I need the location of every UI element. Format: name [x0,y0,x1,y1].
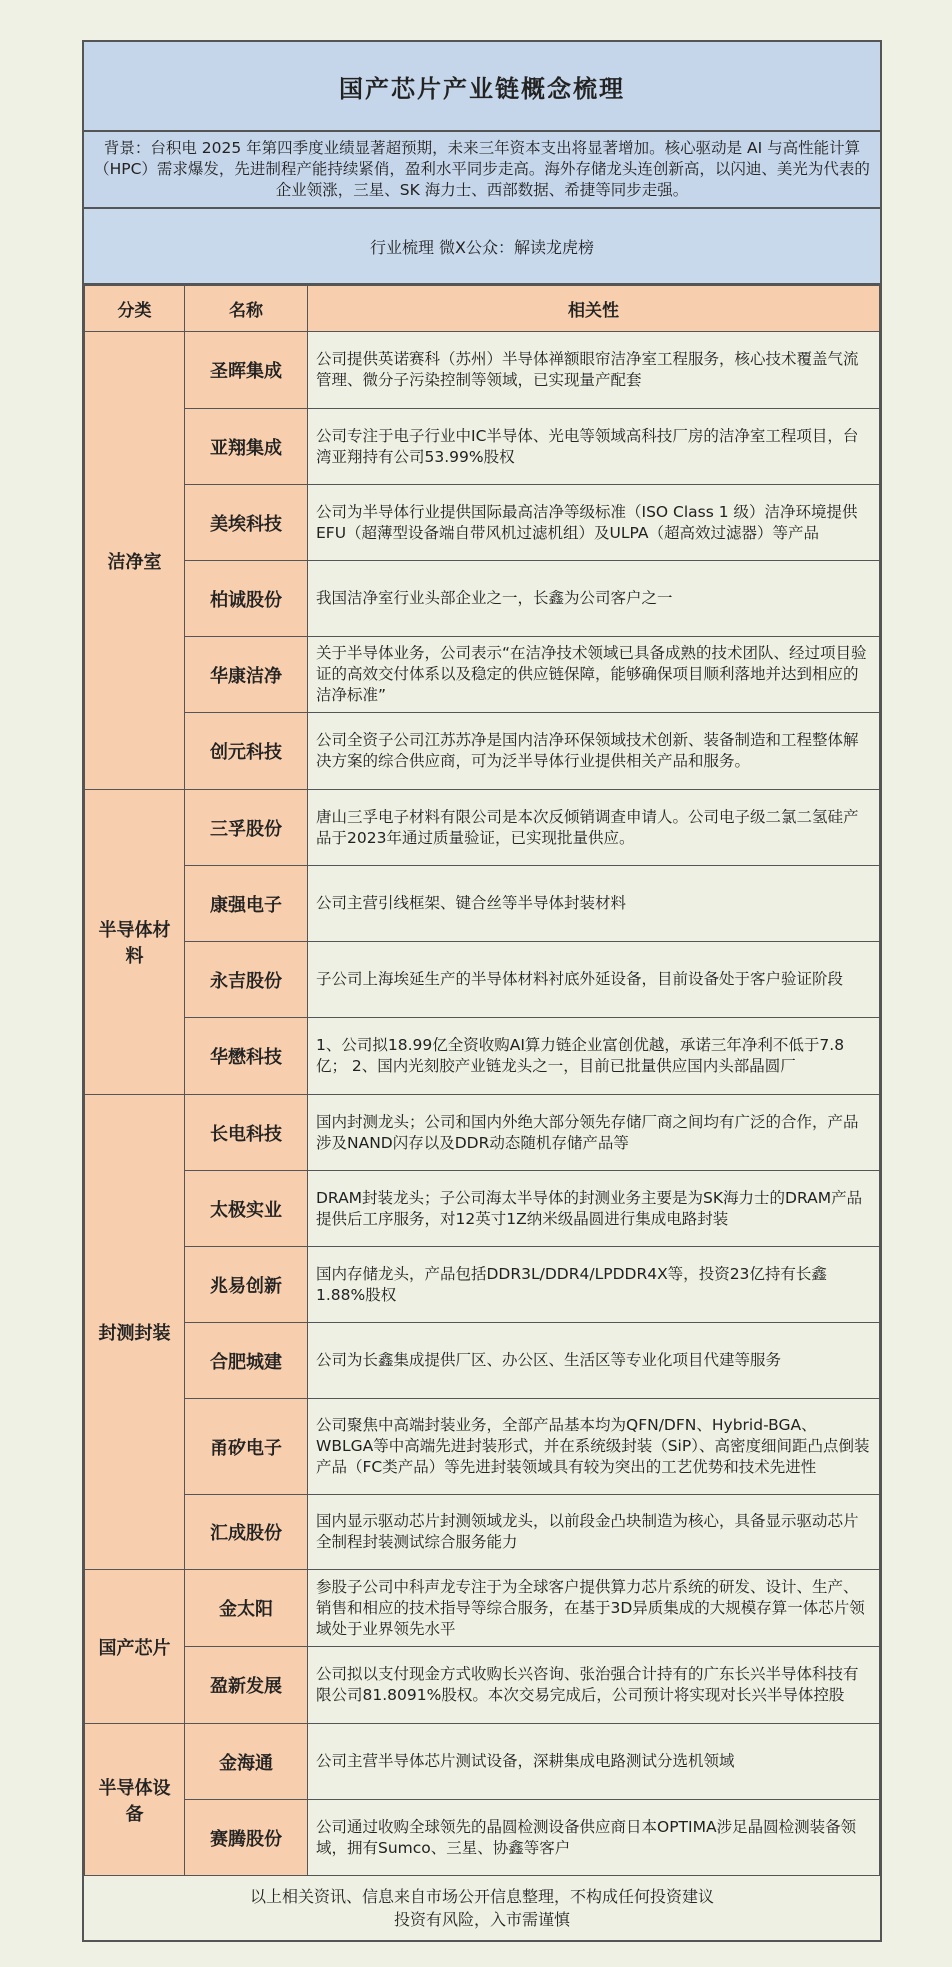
company-name: 华康洁净 [185,637,308,713]
company-name: 三孚股份 [185,790,308,866]
relevance-text: 公司主营半导体芯片测试设备，深耕集成电路测试分选机领域 [308,1724,880,1800]
company-name: 金太阳 [185,1570,308,1647]
relevance-text: 公司专注于电子行业中IC半导体、光电等领域高科技厂房的洁净室工程项目，台湾亚翔持有公司53.99%股权 [308,409,880,485]
table-row [85,1647,880,1724]
company-name: 康强电子 [185,866,308,942]
table-row [85,942,880,1018]
relevance-text: 公司为半导体行业提供国际最高洁净等级标准（ISO Class 1 级）洁净环境提供EFU（超薄型设备端自带风机过滤机组）及ULPA（超高效过滤器）等产品 [308,485,880,561]
company-name: 亚翔集成 [185,409,308,485]
table-body [85,332,880,1876]
relevance-text: 公司聚焦中高端封装业务，全部产品基本均为QFN/DFN、Hybrid-BGA、WBLGA等中高端先进封装形式，并在系统级封装（SiP）、高密度细间距凸点倒装产品（FC类产品）等先进封装领域具有较为突出的工艺优势和技术先进性 [308,1399,880,1495]
table-row [85,637,880,713]
company-name: 太极实业 [185,1171,308,1247]
relevance-text: DRAM封装龙头；子公司海太半导体的封测业务主要是为SK海力士的DRAM产品提供后工序服务，对12英寸1Z纳米级晶圆进行集成电路封装 [308,1171,880,1247]
table-row [85,1724,880,1800]
disclaimer-line-1: 以上相关资讯、信息来自市场公开信息整理，不构成任何投资建议 [249,1887,714,1906]
relevance-text: 国内显示驱动芯片封测领域龙头，以前段金凸块制造为核心，具备显示驱动芯片全制程封装测试综合服务能力 [308,1495,880,1570]
company-name: 金海通 [185,1724,308,1800]
table-row [85,1399,880,1495]
company-name: 柏诚股份 [185,561,308,637]
background-note: 背景：台积电 2025 年第四季度业绩显著超预期，未来三年资本支出将显著增加。核心驱动是 AI 与高性能计算（HPC）需求爆发，先进制程产能持续紧俏，盈利水平同步走高。海外存储龙头连创新高，以闪迪、美光为代表的企业领涨，三星、SK 海力士、西部数据、希捷等同步走强。 [84,132,880,209]
table-row [85,1495,880,1570]
table-row [85,561,880,637]
company-name: 美埃科技 [185,485,308,561]
concept-table [84,285,880,1876]
relevance-text: 公司主营引线框架、键合丝等半导体封装材料 [308,866,880,942]
relevance-text: 我国洁净室行业头部企业之一，长鑫为公司客户之一 [308,561,880,637]
table-row [85,1247,880,1323]
category-cell: 封测封装 [85,1095,185,1570]
relevance-text: 唐山三孚电子材料有限公司是本次反倾销调查申请人。公司电子级二氯二氢硅产品于2023年通过质量验证，已实现批量供应。 [308,790,880,866]
header-category: 分类 [85,286,185,332]
category-cell: 半导体设备 [85,1724,185,1876]
header-relevance: 相关性 [308,286,880,332]
table-row [85,866,880,942]
company-name: 创元科技 [185,713,308,790]
page-title: 国产芯片产业链概念梳理 [84,42,880,132]
disclaimer-line-2: 投资有风险，入市需谨慎 [393,1910,570,1929]
relevance-text: 公司为长鑫集成提供厂区、办公区、生活区等专业化项目代建等服务 [308,1323,880,1399]
table-row [85,409,880,485]
table-row [85,790,880,866]
table-row [85,1323,880,1399]
table-row [85,1800,880,1876]
table-row [85,713,880,790]
relevance-text: 国内封测龙头；公司和国内外绝大部分领先存储厂商之间均有广泛的合作，产品涉及NAND闪存以及DDR动态随机存储产品等 [308,1095,880,1171]
relevance-text: 公司拟以支付现金方式收购长兴咨询、张治强合计持有的广东长兴半导体科技有限公司81.8091%股权。本次交易完成后，公司预计将实现对长兴半导体控股 [308,1647,880,1724]
company-name: 兆易创新 [185,1247,308,1323]
relevance-text: 公司全资子公司江苏苏净是国内洁净环保领域技术创新、装备制造和工程整体解决方案的综合供应商，可为泛半导体行业提供相关产品和服务。 [308,713,880,790]
table-row [85,332,880,409]
company-name: 盈新发展 [185,1647,308,1724]
company-name: 长电科技 [185,1095,308,1171]
company-name: 圣晖集成 [185,332,308,409]
relevance-text: 子公司上海埃延生产的半导体材料衬底外延设备，目前设备处于客户验证阶段 [308,942,880,1018]
table-row [85,485,880,561]
company-name: 永吉股份 [185,942,308,1018]
category-cell: 国产芯片 [85,1570,185,1724]
table-row [85,1095,880,1171]
relevance-text: 公司提供英诺赛科（苏州）半导体禅额眼帘洁净室工程服务，核心技术覆盖气流管理、微分子污染控制等领域，已实现量产配套 [308,332,880,409]
relevance-text: 关于半导体业务，公司表示“在洁净技术领域已具备成熟的技术团队、经过项目验证的高效交付体系以及稳定的供应链保障，能够确保项目顺利落地并达到相应的洁净标准” [308,637,880,713]
disclaimer [84,1876,880,1940]
company-name: 华懋科技 [185,1018,308,1095]
category-cell: 半导体材料 [85,790,185,1095]
table-row [85,1570,880,1647]
concept-table-sheet [82,40,882,1942]
relevance-text: 参股子公司中科声龙专注于为全球客户提供算力芯片系统的研发、设计、生产、销售和相应的技术指导等综合服务，在基于3D异质集成的大规模存算一体芯片领域处于业界领先水平 [308,1570,880,1647]
category-cell: 洁净室 [85,332,185,790]
company-name: 合肥城建 [185,1323,308,1399]
table-row [85,1171,880,1247]
company-name: 赛腾股份 [185,1800,308,1876]
relevance-text: 国内存储龙头，产品包括DDR3L/DDR4/LPDDR4X等，投资23亿持有长鑫1.88%股权 [308,1247,880,1323]
header-name: 名称 [185,286,308,332]
table-row [85,1018,880,1095]
company-name: 汇成股份 [185,1495,308,1570]
relevance-text: 1、公司拟18.99亿全资收购AI算力链企业富创优越，承诺三年净利不低于7.8亿； 2、国内光刻胶产业链龙头之一，目前已批量供应国内头部晶圆厂 [308,1018,880,1095]
table-header-row [85,286,880,332]
relevance-text: 公司通过收购全球领先的晶圆检测设备供应商日本OPTIMA涉足晶圆检测装备领域，拥有Sumco、三星、协鑫等客户 [308,1800,880,1876]
subtitle: 行业梳理 微X公众：解读龙虎榜 [84,209,880,285]
company-name: 甬矽电子 [185,1399,308,1495]
